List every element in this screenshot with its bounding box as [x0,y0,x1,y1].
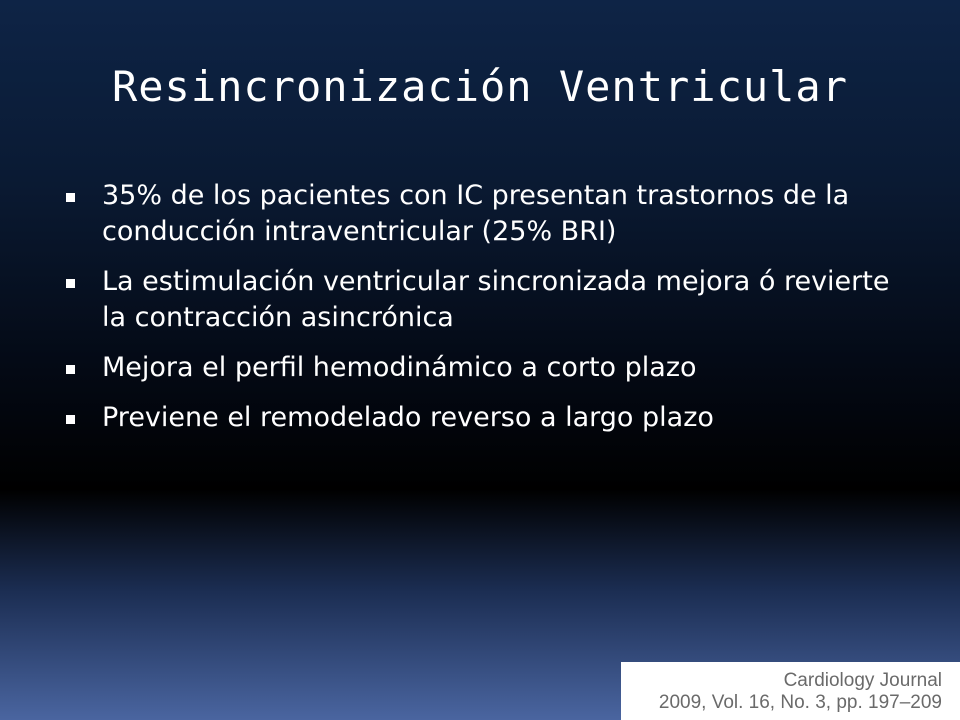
citation-box [621,662,960,720]
bullet-item [66,350,896,386]
slide-title: Resincronización Ventricular [111,62,848,111]
bullet-item [66,178,896,250]
bullet-item [66,400,896,436]
bullet-list [66,178,896,450]
citation-reference: 2009, Vol. 16, No. 3, pp. 197–209 [658,692,942,713]
bullet-item [66,264,896,336]
square-bullet-icon [66,365,75,374]
citation-journal: Cardiology Journal [783,670,942,691]
square-bullet-icon [66,193,75,202]
bullet-text: 35% de los pacientes con IC presentan trastornos de la conducción intraventricular (25% BRI) [102,180,850,247]
bullet-text: La estimulación ventricular sincronizada mejora ó revierte la contracción asincrónica [102,266,890,333]
bullet-text: Previene el remodelado reverso a largo plazo [102,402,714,433]
square-bullet-icon [66,415,75,424]
square-bullet-icon [66,279,75,288]
bullet-text: Mejora el perfil hemodinámico a corto plazo [102,352,697,383]
